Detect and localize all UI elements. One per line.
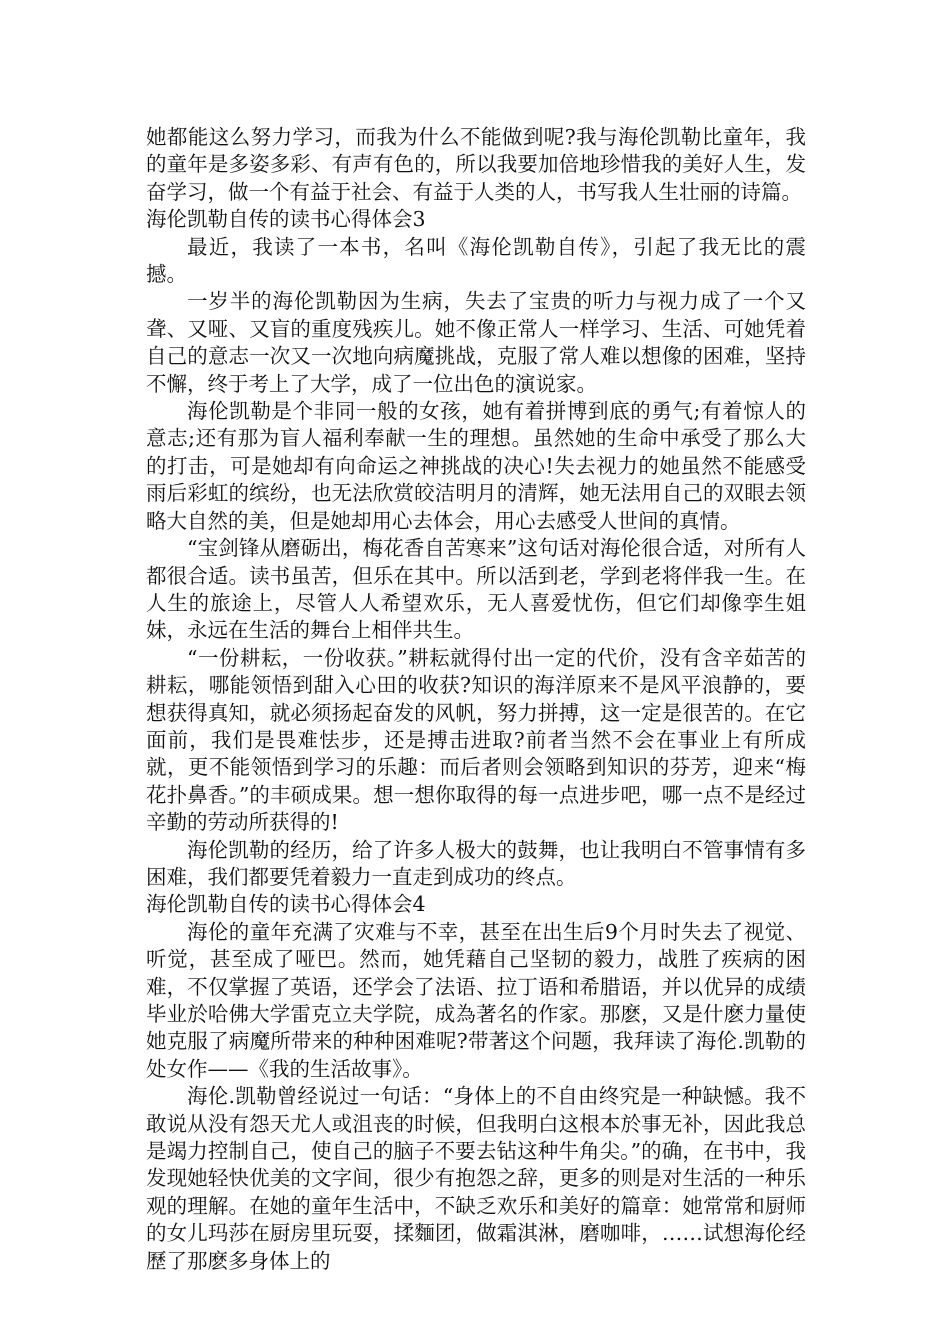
- section-title-4: 海伦凯勒自传的读书心得体会4: [146, 892, 426, 917]
- paragraph: 海伦凯勒是个非同一般的女孩，她有着拼博到底的勇气;有着惊人的意志;还有那为盲人福利奉献一生的理想。虽然她的生命中承受了那么大的打击，可是她却有向命运之神挑战的决心!失去视力的她虽然不能感受雨后彩虹的缤纷，也无法欣赏皎洁明月的清辉，她无法用自己的双眼去领略大自然的美，但是她却用心去体会，用心去感受人世间的真情。: [146, 399, 806, 533]
- paragraph: 最近，我读了一本书，名叫《海伦凯勒自传》，引起了我无比的震撼。: [146, 234, 806, 287]
- paragraph: 一岁半的海伦凯勒因为生病，失去了宝贵的听力与视力成了一个又聋、又哑、又盲的重度残疾儿。她不像正常人一样学习、生活、可她凭着自己的意志一次又一次地向病魔挑战，克服了常人难以想像的困难，坚持不懈，终于考上了大学，成了一位出色的演说家。: [146, 289, 806, 396]
- document-page: [146, 124, 806, 1275]
- paragraph: 海伦凯勒的经历，给了许多人极大的鼓舞，也让我明白不管事情有多困难，我们都要凭着毅力一直走到成功的终点。: [146, 837, 806, 889]
- paragraph: 海伦的童年充满了灾难与不幸，甚至在出生后9个月时失去了视觉、听觉，甚至成了哑巴。然而，她凭藉自己坚韧的毅力，战胜了疾病的困难，不仅掌握了英语，还学会了法语、拉丁语和希腊语，并以优异的成绩毕业於哈佛大学雷克立夫学院，成為著名的作家。那麽，又是什麽力量使她克服了病魔所带来的种种困难呢?带著这个问题，我拜读了海伦.凯勒的处女作——《我的生活故事》。: [146, 919, 806, 1081]
- section-title-3: 海伦凯勒自传的读书心得体会3: [146, 207, 426, 232]
- paragraph: 海伦.凯勒曾经说过一句话：“身体上的不自由终究是一种缺憾。我不敢说从没有怨天尤人或沮丧的时候，但我明白这根本於事无补，因此我总是竭力控制自己，使自己的脑子不要去钻这种牛角尖。”的确，在书中，我发现她轻快优美的文字间，很少有抱怨之辞，更多的则是对生活的一种乐观的理解。在她的童年生活中，不缺乏欢乐和美好的篇章：她常常和厨师的女儿玛莎在厨房里玩耍，揉麵团，做霜淇淋，磨咖啡，……试想海伦经歷了那麽多身体上的: [146, 1084, 806, 1273]
- paragraph: “宝剑锋从磨砺出，梅花香自苦寒来”这句话对海伦很合适，对所有人都很合适。读书虽苦，但乐在其中。所以活到老，学到老将伴我一生。在人生的旅途上，尽管人人希望欢乐，无人喜爱忧伤，但它们却像孪生姐妹，永远在生活的舞台上相伴共生。: [146, 536, 806, 643]
- paragraph: “一份耕耘，一份收获。”耕耘就得付出一定的代价，没有含辛茹苦的耕耘，哪能领悟到甜入心田的收获?知识的海洋原来不是风平浪静的，要想获得真知，就必须扬起奋发的风帆，努力拼搏，这一定是很苦的。在它面前，我们是畏难怯步，还是搏击进取?前者当然不会在事业上有所成就，更不能领悟到学习的乐趣：而后者则会领略到知识的芬芳，迎来“梅花扑鼻香。”的丰硕成果。想一想你取得的每一点进步吧，哪一点不是经过辛勤的劳动所获得的!: [146, 645, 806, 835]
- paragraph-continuation: 她都能这么努力学习，而我为什么不能做到呢?我与海伦凯勒比童年，我的童年是多姿多彩、有声有色的，所以我要加倍地珍惜我的美好人生，发奋学习，做一个有益于社会、有益于人类的人，书写我人生壮丽的诗篇。: [146, 125, 806, 204]
